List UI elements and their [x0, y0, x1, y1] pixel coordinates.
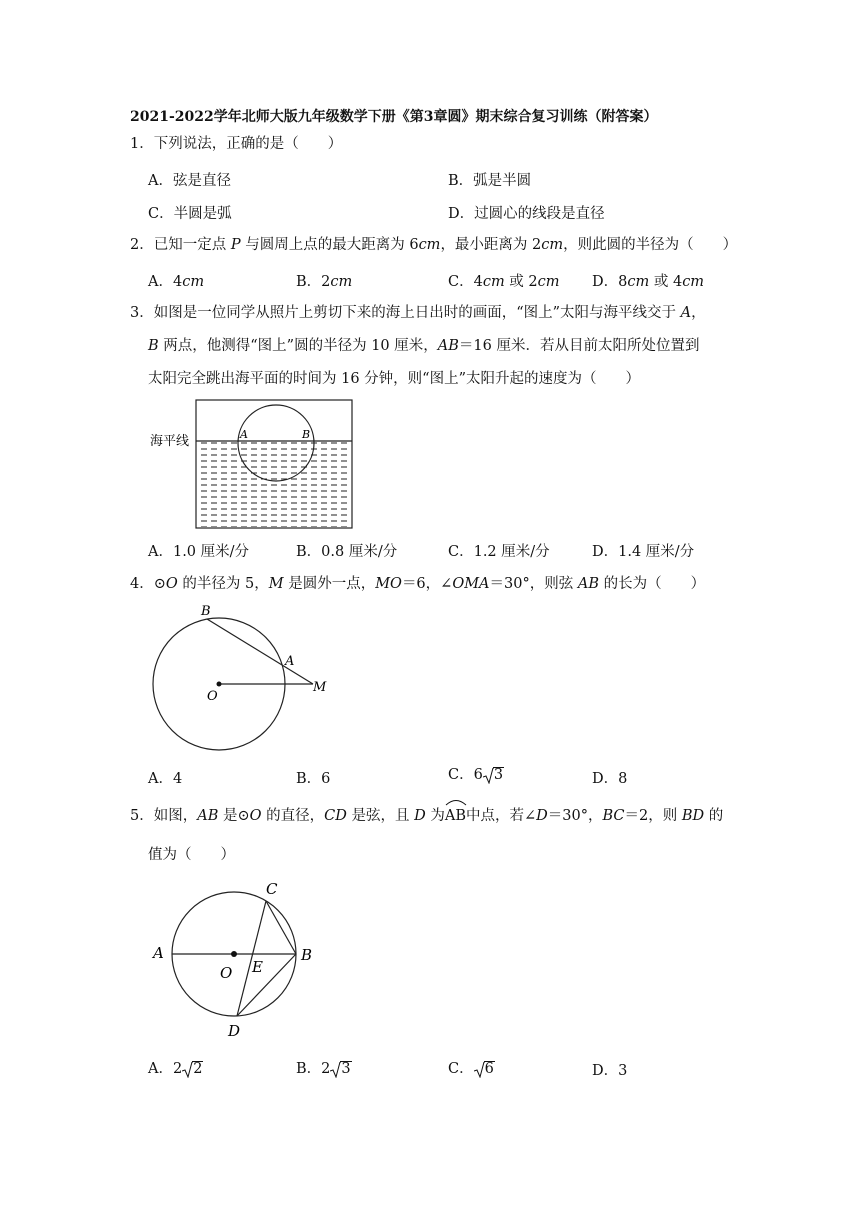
label-a: A: [153, 944, 164, 962]
q1-option-c: C．半圆是弧: [148, 206, 232, 222]
q5-stem-line2: 值为（ ）: [148, 847, 235, 863]
q2-option-a: A．4cm: [148, 274, 205, 290]
q5-option-c: C． 6: [448, 1061, 494, 1077]
label-b: B: [201, 604, 211, 619]
center-dot: [217, 682, 222, 687]
point-b-label: B: [302, 428, 311, 441]
sqrt-symbol: 6: [474, 1061, 495, 1077]
q5-option-b: B．2 3: [296, 1061, 351, 1077]
q1-option-b: B．弧是半圆: [448, 173, 532, 189]
q3-stem-line3: 太阳完全跳出海平面的时间为 16 分钟，则“图上”太阳升起的速度为（ ）: [148, 371, 640, 387]
q3-option-d: D．1.4 厘米/分: [592, 544, 695, 560]
center-dot: [231, 951, 237, 957]
sea-level-label: 海平线: [150, 434, 190, 449]
segment-bm: [207, 619, 313, 684]
label-e: E: [252, 958, 263, 976]
label-o: O: [207, 689, 218, 704]
q3-stem-line1: 3．如图是一位同学从照片上剪切下来的海上日出时的画面，“图上”太阳与海平线交于 A，: [130, 305, 706, 321]
q4-stem: 4．⊙O 的半径为 5，M 是圆外一点，MO＝6，∠OMA＝30°，则弦 AB 的长为（ ）: [130, 576, 706, 592]
q2-stem: 2．已知一定点 P 与圆周上点的最大距离为 6cm，最小距离为 2cm，则此圆的半径为（ ）: [130, 237, 738, 253]
q3-option-b: B．0.8 厘米/分: [296, 544, 398, 560]
label-a: A: [285, 654, 295, 669]
q3-option-a: A．1.0 厘米/分: [148, 544, 250, 560]
document-title: 2021-2022学年北师大版九年级数学下册《第3章圆》期末综合复习训练（附答案）: [130, 109, 658, 125]
q2-option-c: C．4cm 或 2cm: [448, 274, 560, 290]
chord-bc: [266, 901, 296, 954]
q2-option-b: B．2cm: [296, 274, 353, 290]
sqrt-symbol: 2: [182, 1061, 203, 1077]
label-m: M: [313, 680, 327, 695]
sea-area: [197, 441, 351, 527]
arc-ab: AB: [445, 806, 466, 826]
q5-option-d: D．3: [592, 1063, 628, 1079]
sqrt-symbol: 3: [483, 767, 504, 783]
q3-stem-line2: B 两点，他测得“图上”圆的半径为 10 厘米，AB＝16 厘米．若从目前太阳所处位置到: [148, 338, 700, 354]
q4-option-a: A．4: [148, 771, 183, 787]
sqrt-symbol: 3: [330, 1061, 351, 1077]
label-o: O: [220, 964, 233, 982]
q2-option-d: D．8cm 或 4cm: [592, 274, 705, 290]
q1-option-d: D．过圆心的线段是直径: [448, 206, 605, 222]
label-d: D: [228, 1022, 241, 1040]
label-c: C: [266, 880, 278, 898]
circle-om-figure: [145, 600, 345, 760]
q4-option-d: D．8: [592, 771, 628, 787]
label-b: B: [301, 946, 313, 964]
circle-abcd-figure: [148, 880, 328, 1040]
q4-option-c: C．6 3: [448, 767, 504, 783]
q4-option-b: B．6: [296, 771, 331, 787]
q3-option-c: C．1.2 厘米/分: [448, 544, 550, 560]
sunrise-figure: [140, 398, 360, 530]
q1-stem: 1．下列说法，正确的是（ ）: [130, 136, 343, 152]
q5-stem-line1: 5．如图，AB 是⊙O 的直径，CD 是弦，且 D 为 AB中点，若∠D＝30°，BC＝2，则 BD 的: [130, 806, 723, 826]
point-a-label: A: [240, 428, 248, 441]
q1-option-a: A．弦是直径: [148, 173, 231, 189]
q5-option-a: A．2 2: [148, 1061, 203, 1077]
